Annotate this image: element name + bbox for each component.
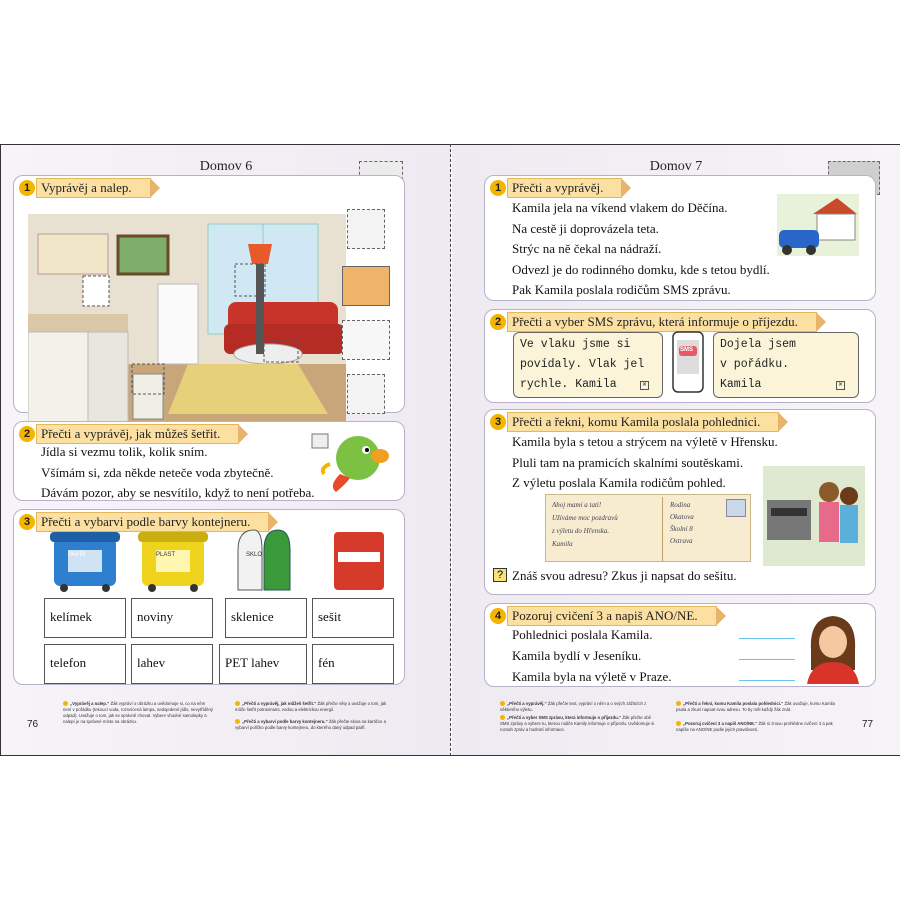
exercise-3-text-right [512, 432, 778, 494]
r-ex1-line-1: Kamila jela na víkend vlakem do Děčína. [512, 200, 728, 215]
exercise-3-number-right: 3 [490, 414, 506, 430]
note-title: „Přečti a vyprávěj, jak můžeš šetřit.“ [242, 701, 317, 706]
exercise-3-number: 3 [19, 514, 35, 530]
word-label: PET lahev [225, 655, 280, 670]
r-ex1-line-2: Na cestě ji doprovázela teta. [512, 220, 659, 236]
note-dot [235, 701, 240, 706]
sms1-line-1: Ve vlaku jsme si [520, 338, 631, 351]
note-dot [676, 721, 681, 726]
exercise-2-box [13, 421, 405, 501]
answer-line-1[interactable] [739, 638, 795, 639]
word-card-sklenice[interactable] [225, 598, 307, 638]
exercise-1-box [13, 175, 405, 413]
postcard-line-3: z výletu do Hřenska. [552, 527, 610, 535]
teacher-note-2 [235, 701, 395, 713]
word-card-sesit[interactable] [312, 598, 394, 638]
word-label: sešit [318, 609, 342, 624]
exercise-4-text-right [512, 624, 672, 687]
teacher-note-r2 [500, 715, 660, 733]
girl-portrait-illustration [803, 610, 863, 684]
exercise-3-box [13, 509, 405, 685]
phone-icon [671, 330, 705, 394]
exercise-4-number-right: 4 [490, 608, 506, 624]
sms2-checkbox[interactable]: ✕ [836, 381, 845, 390]
exercise-2-label: Přečti a vyprávěj, jak můžeš šetřit. [36, 424, 239, 444]
note-dot [676, 701, 681, 706]
exercise-3-question: Znáš svou adresu? Zkus ji napsat do sešitu. [512, 568, 737, 583]
sticker-lamp-off [347, 374, 385, 414]
word-card-lahev[interactable] [131, 644, 213, 684]
note-title: „Přečti a vyprávěj.“ [507, 701, 547, 706]
r-ex1-line-4: Odvezl je do rodinného domku, kde s tetou bydlí. [512, 261, 770, 277]
page-left [1, 145, 451, 755]
phone-sms-label: SMS [680, 347, 694, 353]
note-title: „Přečti a vyber SMS zprávu, která informuje o příjezdu.“ [507, 715, 622, 720]
plastic-container-icon [138, 528, 208, 594]
postcard [545, 494, 751, 562]
r-ex1-line-5: Pak Kamila poslala rodičům SMS zprávu. [512, 282, 731, 297]
word-label: sklenice [231, 609, 274, 624]
postcard-line-2: Užíváme moc pozdravů [552, 514, 618, 522]
page-right [452, 145, 900, 755]
exercise-4-label-right: Pozoruj cvičení 3 a napiš ANO/NE. [507, 606, 717, 626]
postcard-address [670, 499, 694, 547]
word-card-kelimek[interactable] [44, 598, 126, 638]
exercise-3-box-right [484, 409, 876, 595]
exercise-2-number: 2 [19, 426, 35, 442]
r-ex4-line-3: Kamila byla na výletě v Praze. [512, 669, 672, 684]
sms2-line-2: v pořádku. [720, 358, 790, 371]
address-line-2: Okatova [670, 513, 694, 521]
note-text: Žák si znovu prohlédne cvičení 3 a pak napíše na ANO/NE podle jejich pravdivosti. [676, 721, 833, 732]
note-text: Žák přečte text, vypráví o něm a o svých zážitcích z některého výletu. [500, 701, 647, 712]
exercise-1-number-right: 1 [490, 180, 506, 196]
sms-option-1[interactable] [513, 332, 663, 398]
note-text: Žák přečte slova na kartičce a vybarví políčko podle barvy kontejneru, do kterého daný odpad patří. [235, 719, 387, 730]
sms-option-2[interactable] [713, 332, 859, 398]
teacher-note-r1 [500, 701, 660, 713]
word-label: telefon [50, 655, 87, 670]
container-label-plast: PLAST [156, 552, 176, 558]
page-title-left: Domov 6 [199, 159, 253, 174]
note-title: „Přečti a řekni, komu Kamila poslala pohlednici.“ [683, 701, 784, 706]
stamp-icon [726, 499, 746, 517]
paper-container-icon [50, 528, 120, 594]
note-text: Žák přečte věty a uvažuje o tom, jak může šetřit potravinami, vodou a elektrickou energií. [235, 701, 387, 712]
sticker-plate [342, 320, 390, 360]
postcard-line-4: Kamila [552, 540, 573, 548]
exercise-1-number: 1 [19, 180, 35, 196]
exercise-2-label-right: Přečti a vyber SMS zprávu, která informuje o příjezdu. [507, 312, 817, 332]
parrot-icon [310, 428, 400, 494]
word-card-pet-lahev[interactable] [219, 644, 307, 684]
word-card-fen[interactable] [312, 644, 394, 684]
sms2-line-3: Kamila [720, 378, 762, 391]
postcard-line-1: Ahoj mami a tati! [552, 501, 602, 509]
sms1-checkbox[interactable]: ✕ [640, 381, 649, 390]
note-dot [500, 715, 505, 720]
mailbox-girls-illustration [763, 466, 865, 566]
container-label-paper: PAPÍR [68, 552, 86, 558]
word-label: fén [318, 655, 335, 670]
page-title-right: Domov 7 [649, 159, 703, 174]
r-ex3-line-1: Kamila byla s tetou a strýcem na výletě v Hřensku. [512, 434, 778, 449]
ex2-line-2: Všímám si, zda někde neteče voda zbytečně. [41, 464, 274, 480]
glass-container-icon [232, 524, 296, 594]
teacher-note-r3 [676, 701, 836, 713]
r-ex3-line-2: Pluli tam na pramicích skalními soutěskami. [512, 454, 744, 470]
living-room-illustration [28, 214, 346, 442]
address-line-3: Školní 8 [670, 525, 693, 533]
sms1-line-3: rychle. Kamila [520, 378, 617, 391]
exercise-2-text [41, 442, 315, 504]
page-number-right: 77 [862, 719, 874, 730]
exercise-1-box-right [484, 175, 876, 301]
ex2-line-3: Dávám pozor, aby se nesvítilo, když to není potřeba. [41, 485, 315, 500]
sms1-line-2: povídaly. Vlak jel [520, 358, 645, 371]
answer-line-2[interactable] [739, 659, 795, 660]
teacher-note-r4 [676, 721, 836, 733]
exercise-1-text-right [512, 198, 770, 301]
exercise-3-label-right: Přečti a řekni, komu Kamila poslala pohlednici. [507, 412, 779, 432]
postcard-message [552, 499, 618, 551]
teacher-note-1 [63, 701, 213, 725]
note-text: Žák uvažuje, komu Kamila psala a zkusí napsat svou adresu. To by měl každý žák znát. [676, 701, 835, 712]
note-title: „Vyprávěj a nalep.“ [70, 701, 110, 706]
exercise-1-label-right: Přečti a vyprávěj. [507, 178, 622, 198]
teacher-note-3 [235, 719, 395, 731]
answer-line-3[interactable] [739, 680, 795, 681]
word-label: noviny [137, 609, 174, 624]
house-car-illustration [777, 194, 859, 256]
r-ex3-line-3: Z výletu poslala Kamila rodičům pohled. [512, 475, 726, 490]
r-ex4-line-1: Pohlednici poslala Kamila. [512, 627, 653, 642]
postcard-divider [662, 497, 663, 561]
note-dot [63, 701, 68, 706]
note-dot [500, 701, 505, 706]
note-text: Žák vypráví o obrázku a uvědomuje si, co na něm není v pořádku (tekoucí voda, rozsvícená lampa, nedojedené jídlo, nevytříděný odpad). Uvažuje o tom, jak se správně chovat. Vybere vhodné samolepky a nalepí je na správné místo na obrázku. [63, 701, 214, 724]
ex2-line-1: Jídla si vezmu tolik, kolik sním. [41, 444, 208, 459]
word-card-noviny[interactable] [131, 598, 213, 638]
r-ex1-line-3: Strýc na ně čekal na nádraží. [512, 241, 662, 256]
address-line-4: Ostrava [670, 537, 693, 545]
word-card-telefon[interactable] [44, 644, 126, 684]
r-ex4-line-2: Kamila bydlí v Jeseníku. [512, 648, 642, 663]
sticker-faucet [347, 209, 385, 249]
word-label: kelímek [50, 609, 92, 624]
exercise-2-box-right [484, 309, 876, 403]
electro-container-icon [330, 524, 388, 594]
note-title: „Pozoruj cvičení 3 a napiš ANO/NE.“ [683, 721, 758, 726]
note-title: „Přečti a vybarvi podle barvy kontejneru.“ [242, 719, 328, 724]
page-number-left: 76 [27, 719, 39, 730]
question-icon: ? [493, 568, 507, 582]
exercise-3-label: Přečti a vybarvi podle barvy kontejneru. [36, 512, 269, 532]
sticker-bin-lid [342, 266, 390, 306]
exercise-4-box-right [484, 603, 876, 687]
word-label: lahev [137, 655, 166, 670]
container-label-sklo: SKLO [246, 552, 263, 558]
exercise-2-number-right: 2 [490, 314, 506, 330]
note-dot [235, 719, 240, 724]
exercise-1-label: Vyprávěj a nalep. [36, 178, 151, 198]
note-text: Žák přečte obě SMS zprávy a vybere tu, kterou rodiče Kamily informuje o příjezdu. Uvědomuje si rozsah zpráv a hodnotí informace. [500, 715, 655, 732]
sms2-line-1: Dojela jsem [720, 338, 796, 351]
address-line-1: Rodina [670, 501, 691, 509]
page-gutter [450, 144, 451, 756]
